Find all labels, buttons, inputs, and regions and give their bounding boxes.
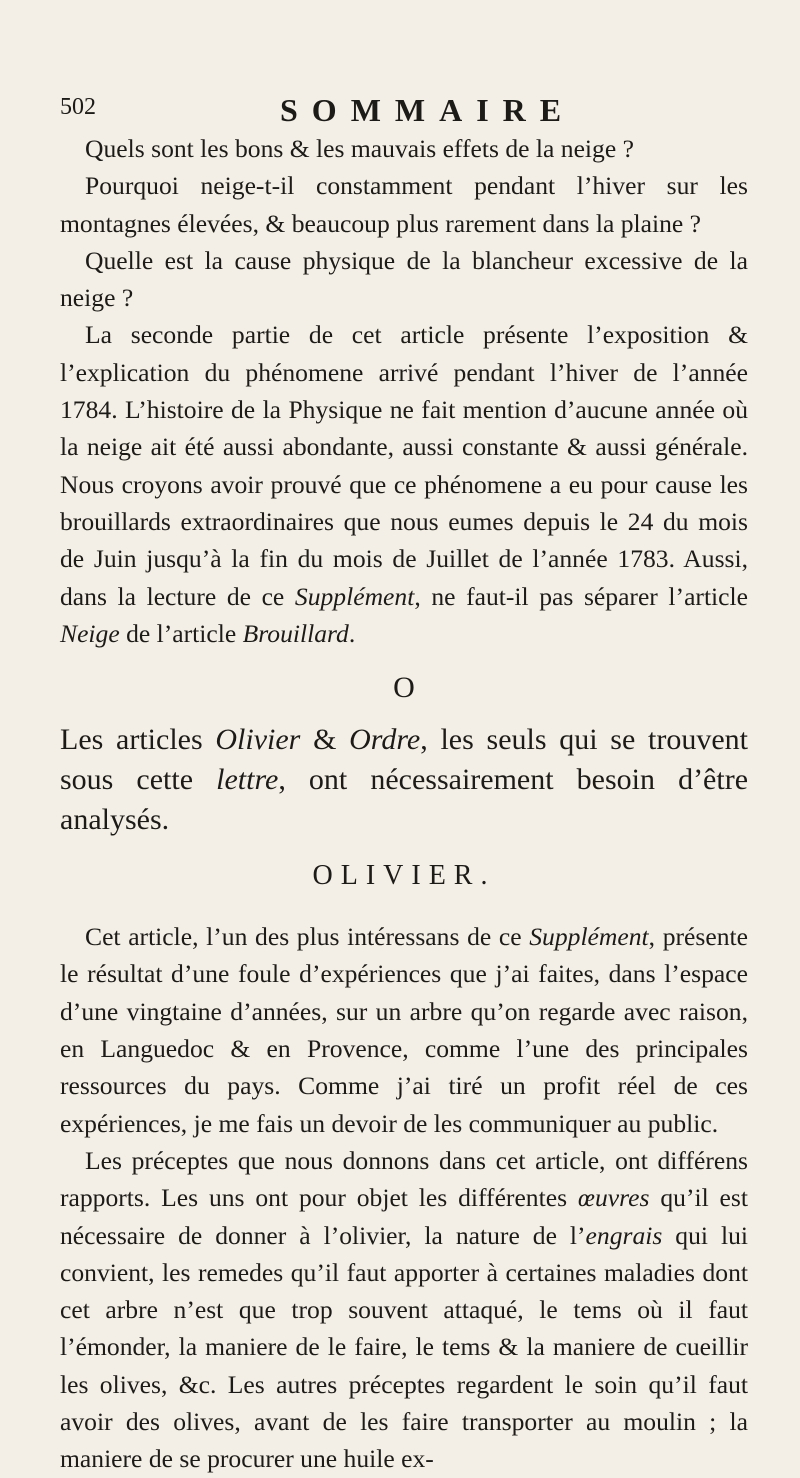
letter-note-text-4: , ont nécessairement besoin d’être analysés. xyxy=(60,763,749,837)
page-number: 502 xyxy=(60,94,96,120)
second-part-text-4: . xyxy=(348,618,356,648)
olivier-p2-italic-1: œuvres xyxy=(577,1183,650,1213)
question-paragraph-2: Pourquoi neige-t-il constamment pendant l’hiver sur les montagnes élevées, & beaucoup plus rarement dans la plaine ? xyxy=(60,171,748,238)
olivier-p2-text-2: qu’il est nécessaire de donner à l’olivier, la nature de l’ xyxy=(60,1183,748,1250)
olivier-paragraph-2 xyxy=(60,1142,748,1478)
second-part-text-1: La seconde partie de cet article présente l’exposition & l’explication du phénomene arrivé pendant l’hiver de l’année 1784. L’histoire de la Physique ne fait mention d’aucune année où la neige ait été aussi abondante, aussi constante & aussi générale. Nous croyons avoir prouvé que ce phénomene a eu pour cause les brouillards extraordinaires que nous eumes depuis le 24 du mois de Juin jusqu’à la fin du mois de Juillet de l’année 1783. Aussi, dans la lecture de ce xyxy=(60,320,748,611)
second-part-text-3: de l’article xyxy=(119,618,243,648)
question-paragraph-1: Quels sont les bons & les mauvais effets de la neige ? xyxy=(85,134,634,163)
body-text xyxy=(60,130,748,1478)
second-part-text-2: , ne faut-il pas séparer l’article xyxy=(414,581,749,611)
running-title: SOMMAIRE xyxy=(280,92,576,128)
olivier-p1-text-2: , présente le résultat d’une foule d’expériences que j’ai faites, dans l’espace d’une vingtaine d’années, sur un arbre qu’on regarde avec raison, en Languedoc & en Provence, comme l’une des principales ressources du pays. Comme j’ai tiré un profit réel de ces expériences, je me fais un devoir de les communiquer au public. xyxy=(60,922,748,1138)
letter-note-italic-3: lettre xyxy=(216,763,279,797)
second-part-italic-2: Neige xyxy=(60,618,120,648)
second-part-italic-1: Supplément xyxy=(294,581,415,611)
olivier-p2-italic-2: engrais xyxy=(585,1220,663,1250)
letter-note-text-2: & xyxy=(300,723,350,757)
olivier-p1-italic: Supplément xyxy=(529,922,649,952)
letter-heading: O xyxy=(393,671,415,705)
page-header xyxy=(60,92,760,132)
olivier-p2-text-3: qui lui convient, les remedes qu’il faut apporter à certaines maladies dont cet arbre n’est que trop souvent attaqué, le tems où il faut l’émonder, la maniere de le faire, le tems & la maniere de cueillir les olives, &c. Les autres préceptes regardent le soin qu’il faut avoir des olives, avant de les faire transporter au moulin ; la maniere de se procurer une huile ex- xyxy=(60,1220,748,1474)
second-part-italic-3: Brouillard xyxy=(242,618,349,648)
olivier-paragraph-1 xyxy=(60,918,748,1142)
olivier-p2-text-1: Les préceptes que nous donnons dans cet article, ont différens rapports. Les uns ont pour objet les différentes xyxy=(60,1145,748,1213)
letter-note-text-3: , les seuls qui se trouvent sous cette xyxy=(60,723,748,797)
letter-note-text-1: Les articles xyxy=(60,723,216,757)
article-title: OLIVIER. xyxy=(312,860,496,892)
letter-note-italic-2: Ordre xyxy=(349,723,421,757)
second-part-paragraph xyxy=(60,316,748,652)
letter-note-paragraph xyxy=(60,720,748,840)
letter-note-italic-1: Olivier xyxy=(215,723,301,757)
question-paragraph-3: Quelle est la cause physique de la blancheur excessive de la neige ? xyxy=(60,245,748,313)
olivier-p1-text-1: Cet article, l’un des plus intéressans de ce xyxy=(85,922,530,952)
